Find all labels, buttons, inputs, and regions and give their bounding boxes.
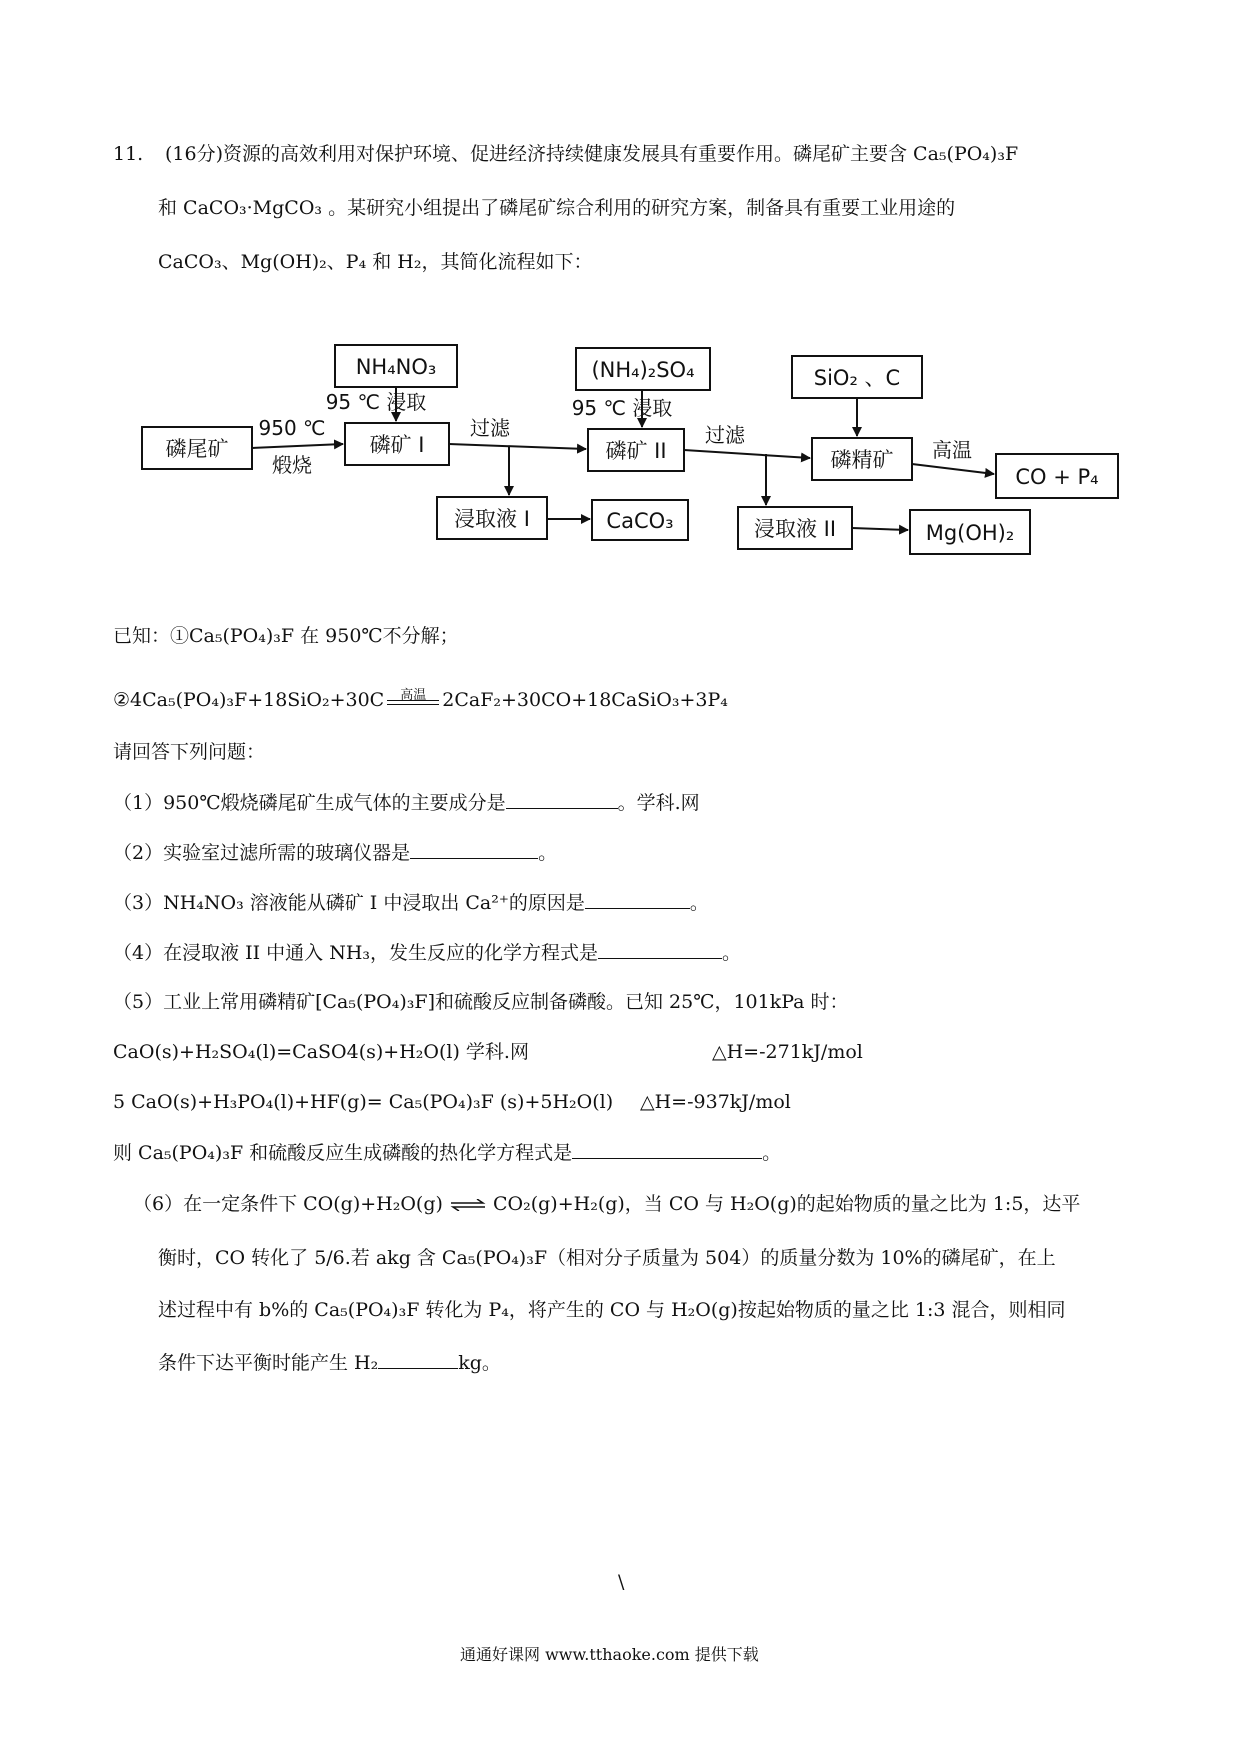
- answer-blank-1[interactable]: [506, 790, 618, 809]
- q5-ask: 则 Ca₅(PO₄)₃F 和硫酸反应生成磷酸的热化学方程式是 。: [113, 1142, 782, 1164]
- question-2: （2）实验室过滤所需的玻璃仪器是 。: [113, 842, 558, 864]
- box-product-label: CO + P₄: [1015, 465, 1099, 489]
- arrow-filter1: [449, 444, 586, 449]
- question-number: 11.: [113, 143, 144, 165]
- equation-right: 2CaF₂+30CO+18CaSiO₃+3P₄: [442, 689, 728, 711]
- process-flowchart: [0, 330, 1240, 570]
- box-nh4so4-label: (NH₄)₂SO₄: [591, 358, 695, 382]
- box-ore2-label: 磷矿 II: [605, 439, 667, 463]
- box-mgoh2-label: Mg(OH)₂: [925, 521, 1015, 545]
- q5-equation-2: 5 CaO(s)+H₃PO₄(l)+HF(g)= Ca₅(PO₄)₃F (s)+5H₂O(l): [113, 1091, 614, 1113]
- equilibrium-arrow: [449, 1199, 487, 1211]
- question-stem-line2: 和 CaCO₃·MgCO₃ 。某研究小组提出了磷尾矿综合利用的研究方案，制备具有重要工业用途的: [158, 197, 956, 219]
- box-leach1-label: 浸取液 I: [454, 507, 530, 531]
- q5-equation-1: CaO(s)+H₂SO₄(l)=CaSO4(s)+H₂O(l) 学科.网: [113, 1041, 529, 1063]
- answer-prompt: 请回答下列问题：: [113, 741, 266, 763]
- leach-condition-1: 95 ℃ 浸取: [325, 390, 427, 414]
- page-footer: 通通好课网 www.tthaoke.com 提供下载: [460, 1645, 759, 1664]
- equation-left: ②4Ca₅(PO₄)₃F+18SiO₂+30C: [113, 689, 385, 711]
- box-concentrate-label: 磷精矿: [830, 448, 894, 472]
- q5-enthalpy-1: △H=-271kJ/mol: [712, 1041, 863, 1063]
- question-1: （1）950℃煅烧磷尾矿生成气体的主要成分是 。学科.网: [113, 792, 700, 814]
- question-6-line2: 衡时，CO 转化了 5/6.若 akg 含 Ca₅(PO₄)₃F（相对分子质量为 504）的质量分数为 10%的磷尾矿，在上: [158, 1247, 1056, 1269]
- question-6-line3: 述过程中有 b%的 Ca₅(PO₄)₃F 转化为 P₄，将产生的 CO 与 H₂O(g)按起始物质的量之比 1:3 混合，则相同: [158, 1299, 1066, 1321]
- box-ore1-label: 磷矿 I: [369, 433, 425, 457]
- arrow-calcine: [252, 444, 343, 448]
- question-6-line4: 条件下达平衡时能产生 H₂ kg。: [158, 1352, 501, 1374]
- question-5: （5）工业上常用磷精矿[Ca₅(PO₄)₃F]和硫酸反应制备磷酸。已知 25℃，101kPa 时：: [113, 991, 849, 1013]
- answer-blank-4[interactable]: [598, 940, 722, 959]
- high-temp-label: 高温: [932, 438, 972, 462]
- arrow-filter2: [684, 450, 810, 458]
- answer-blank-6[interactable]: [378, 1350, 458, 1369]
- arrow-leach2-mgoh2: [852, 528, 908, 530]
- question-stem-line3: CaCO₃、Mg(OH)₂、P₄ 和 H₂，其简化流程如下：: [158, 251, 593, 273]
- page-mark: \: [618, 1571, 625, 1593]
- box-sio2c-label: SiO₂ 、C: [813, 366, 901, 390]
- box-ore-label: 磷尾矿: [165, 437, 229, 461]
- answer-blank-5[interactable]: [572, 1140, 762, 1159]
- box-nh4no3-label: NH₄NO₃: [355, 355, 437, 379]
- leach-condition-2: 95 ℃ 浸取: [571, 396, 673, 420]
- known-equation-2: [113, 688, 728, 712]
- answer-blank-2[interactable]: [410, 840, 538, 859]
- calcine-label: 煅烧: [272, 453, 312, 477]
- calcine-temp-label: 950 ℃: [258, 416, 326, 440]
- known-fact-1: 已知：①Ca₅(PO₄)₃F 在 950℃不分解；: [113, 625, 459, 647]
- q5-enthalpy-2: △H=-937kJ/mol: [640, 1091, 791, 1113]
- answer-blank-3[interactable]: [585, 890, 690, 909]
- question-3: （3）NH₄NO₃ 溶液能从磷矿 I 中浸取出 Ca²⁺的原因是 。: [113, 892, 709, 914]
- question-stem-line1: (16分)资源的高效利用对保护环境、促进经济持续健康发展具有重要作用。磷尾矿主要含 Ca₅(PO₄)₃F: [165, 143, 1019, 165]
- question-4: （4）在浸取液 II 中通入 NH₃，发生反应的化学方程式是 。: [113, 942, 742, 964]
- filter-label-2: 过滤: [705, 423, 745, 447]
- filter-label-1: 过滤: [470, 416, 510, 440]
- arrow-high-temp: [912, 464, 994, 474]
- box-leach2-label: 浸取液 II: [753, 517, 837, 541]
- box-caco3-label: CaCO₃: [606, 509, 674, 533]
- question-6-line1: （6）在一定条件下 CO(g)+H₂O(g) CO₂(g)+H₂(g)，当 CO 与 H₂O(g)的起始物质的量之比为 1:5，达平: [133, 1193, 1081, 1215]
- reaction-condition: 高温: [384, 700, 442, 712]
